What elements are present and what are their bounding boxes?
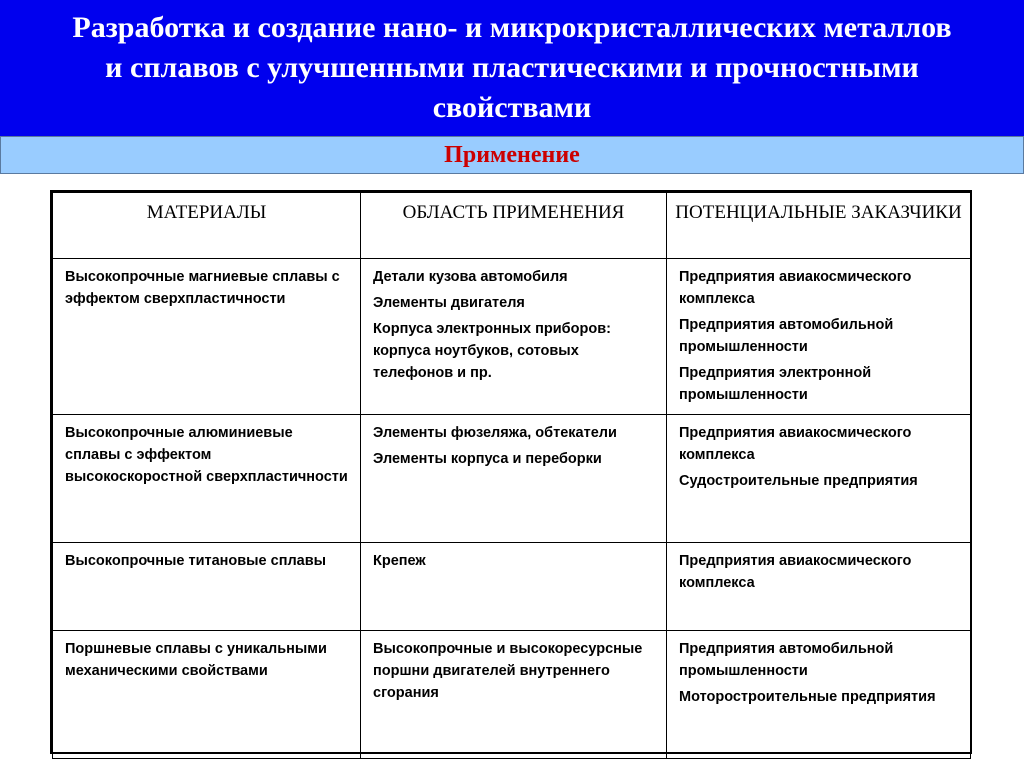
slide-title-line: Разработка и создание нано- и микрокристаллических металлов — [72, 11, 952, 44]
table-row — [53, 415, 971, 543]
material-cell — [53, 543, 361, 631]
application-cell — [361, 415, 667, 543]
customer-cell — [667, 631, 971, 759]
customer-item: Судостроительные предприятия — [679, 473, 918, 489]
application-cell — [361, 631, 667, 759]
application-item: Элементы корпуса и переборки — [373, 451, 602, 467]
table-header-row — [53, 193, 971, 259]
slide-title — [0, 0, 1024, 136]
customer-item: Предприятия автомобильной промышленности — [679, 317, 894, 355]
slide-title-line: свойствами — [432, 91, 592, 124]
customer-cell — [667, 415, 971, 543]
customer-item: Предприятия электронной промышленности — [679, 365, 872, 403]
application-item: Элементы двигателя — [373, 295, 525, 311]
customer-cell — [667, 543, 971, 631]
material-cell — [53, 415, 361, 543]
material-text: Высокопрочные титановые сплавы — [65, 553, 327, 569]
customer-item: Моторостроительные предприятия — [679, 689, 936, 705]
applications-table — [50, 190, 972, 754]
material-cell — [53, 259, 361, 415]
material-cell — [53, 631, 361, 759]
table-row — [53, 543, 971, 631]
application-item: Высокопрочные и высокоресурсные поршни двигателей внутреннего сгорания — [373, 641, 643, 701]
column-header-customers: ПОТЕНЦИАЛЬНЫЕ ЗАКАЗЧИКИ — [667, 193, 971, 259]
material-text: Высокопрочные магниевые сплавы с эффектом сверхпластичности — [65, 269, 340, 307]
customer-item: Предприятия авиакосмического комплекса — [679, 425, 912, 463]
application-item: Корпуса электронных приборов: корпуса ноутбуков, сотовых телефонов и пр. — [373, 321, 611, 381]
material-text: Поршневые сплавы с уникальными механическими свойствами — [65, 641, 327, 679]
customer-item: Предприятия автомобильной промышленности — [679, 641, 894, 679]
customer-item: Предприятия авиакосмического комплекса — [679, 553, 912, 591]
column-header-application-area: ОБЛАСТЬ ПРИМЕНЕНИЯ — [361, 193, 667, 259]
column-header-materials: МАТЕРИАЛЫ — [53, 193, 361, 259]
table-row — [53, 259, 971, 415]
application-item: Крепеж — [373, 553, 426, 569]
applications-table-grid — [52, 192, 971, 759]
application-cell — [361, 543, 667, 631]
table-row — [53, 631, 971, 759]
customer-cell — [667, 259, 971, 415]
application-item: Детали кузова автомобиля — [373, 269, 568, 285]
slide-title-line: и сплавов с улучшенными пластическими и прочностными — [105, 51, 919, 84]
section-subtitle: Применение — [0, 136, 1024, 174]
application-cell — [361, 259, 667, 415]
customer-item: Предприятия авиакосмического комплекса — [679, 269, 912, 307]
application-item: Элементы фюзеляжа, обтекатели — [373, 425, 617, 441]
material-text: Высокопрочные алюминиевые сплавы с эффектом высокоскоростной сверхпластичности — [65, 425, 348, 485]
